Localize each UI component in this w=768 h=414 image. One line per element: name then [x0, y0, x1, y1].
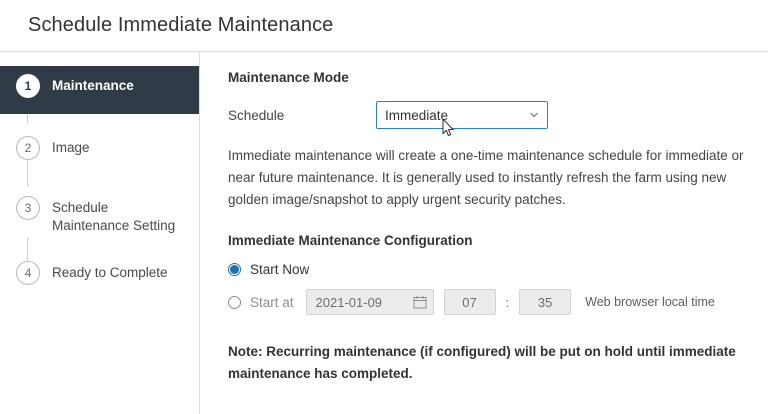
sidebar-item-maintenance[interactable]	[0, 66, 199, 114]
schedule-label: Schedule	[228, 107, 285, 123]
start-hour-value: 07	[462, 294, 477, 310]
sidebar-item-image[interactable]	[0, 128, 199, 172]
time-separator: :	[505, 294, 510, 310]
schedule-select[interactable]	[376, 101, 548, 129]
step-number-badge: 1	[16, 74, 40, 98]
start-minute-input[interactable]	[519, 289, 571, 315]
step-number-badge: 4	[16, 261, 40, 285]
sidebar-item-label: Ready to Complete	[52, 265, 168, 280]
start-date-input[interactable]	[306, 289, 434, 315]
step-number-badge: 3	[16, 196, 40, 220]
sidebar-item-label: Maintenance	[52, 78, 134, 93]
schedule-select-wrapper	[376, 101, 548, 129]
dialog-body	[0, 52, 768, 414]
sidebar-item-label: Image	[52, 140, 90, 155]
sidebar-item-ready-to-complete[interactable]	[0, 253, 199, 297]
start-hour-input[interactable]	[444, 289, 496, 315]
maintenance-description: Immediate maintenance will create a one-time maintenance schedule for immediate or near future maintenance. It is generally used to instantly refresh the farm using new golden image/snapshot to apply urgent security patches.	[228, 148, 744, 207]
schedule-form-row	[228, 101, 744, 129]
sidebar-item-label: Schedule Maintenance Setting	[52, 200, 176, 233]
maintenance-note: Note: Recurring maintenance (if configured) will be put on hold until immediate maintenance has completed.	[228, 344, 736, 381]
wizard-steps-nav	[0, 52, 200, 414]
start-at-radio[interactable]	[228, 296, 241, 309]
page-title: Schedule Immediate Maintenance	[28, 14, 334, 36]
dialog-title-bar	[0, 0, 768, 52]
calendar-icon	[413, 295, 427, 309]
start-date-value: 2021-01-09	[315, 294, 383, 310]
sidebar-item-schedule-maintenance-setting[interactable]	[0, 188, 199, 235]
immediate-maintenance-configuration-heading: Immediate Maintenance Configuration	[228, 233, 473, 248]
timezone-label: Web browser local time	[585, 295, 715, 309]
start-now-label: Start Now	[250, 262, 310, 277]
wizard-content-pane	[200, 52, 768, 414]
start-at-row[interactable]	[228, 289, 744, 315]
start-now-row[interactable]	[228, 262, 744, 277]
step-number-badge: 2	[16, 136, 40, 160]
start-minute-value: 35	[537, 294, 553, 310]
maintenance-mode-heading: Maintenance Mode	[228, 70, 349, 85]
start-now-radio[interactable]	[228, 263, 241, 276]
start-at-label: Start at	[250, 294, 294, 310]
